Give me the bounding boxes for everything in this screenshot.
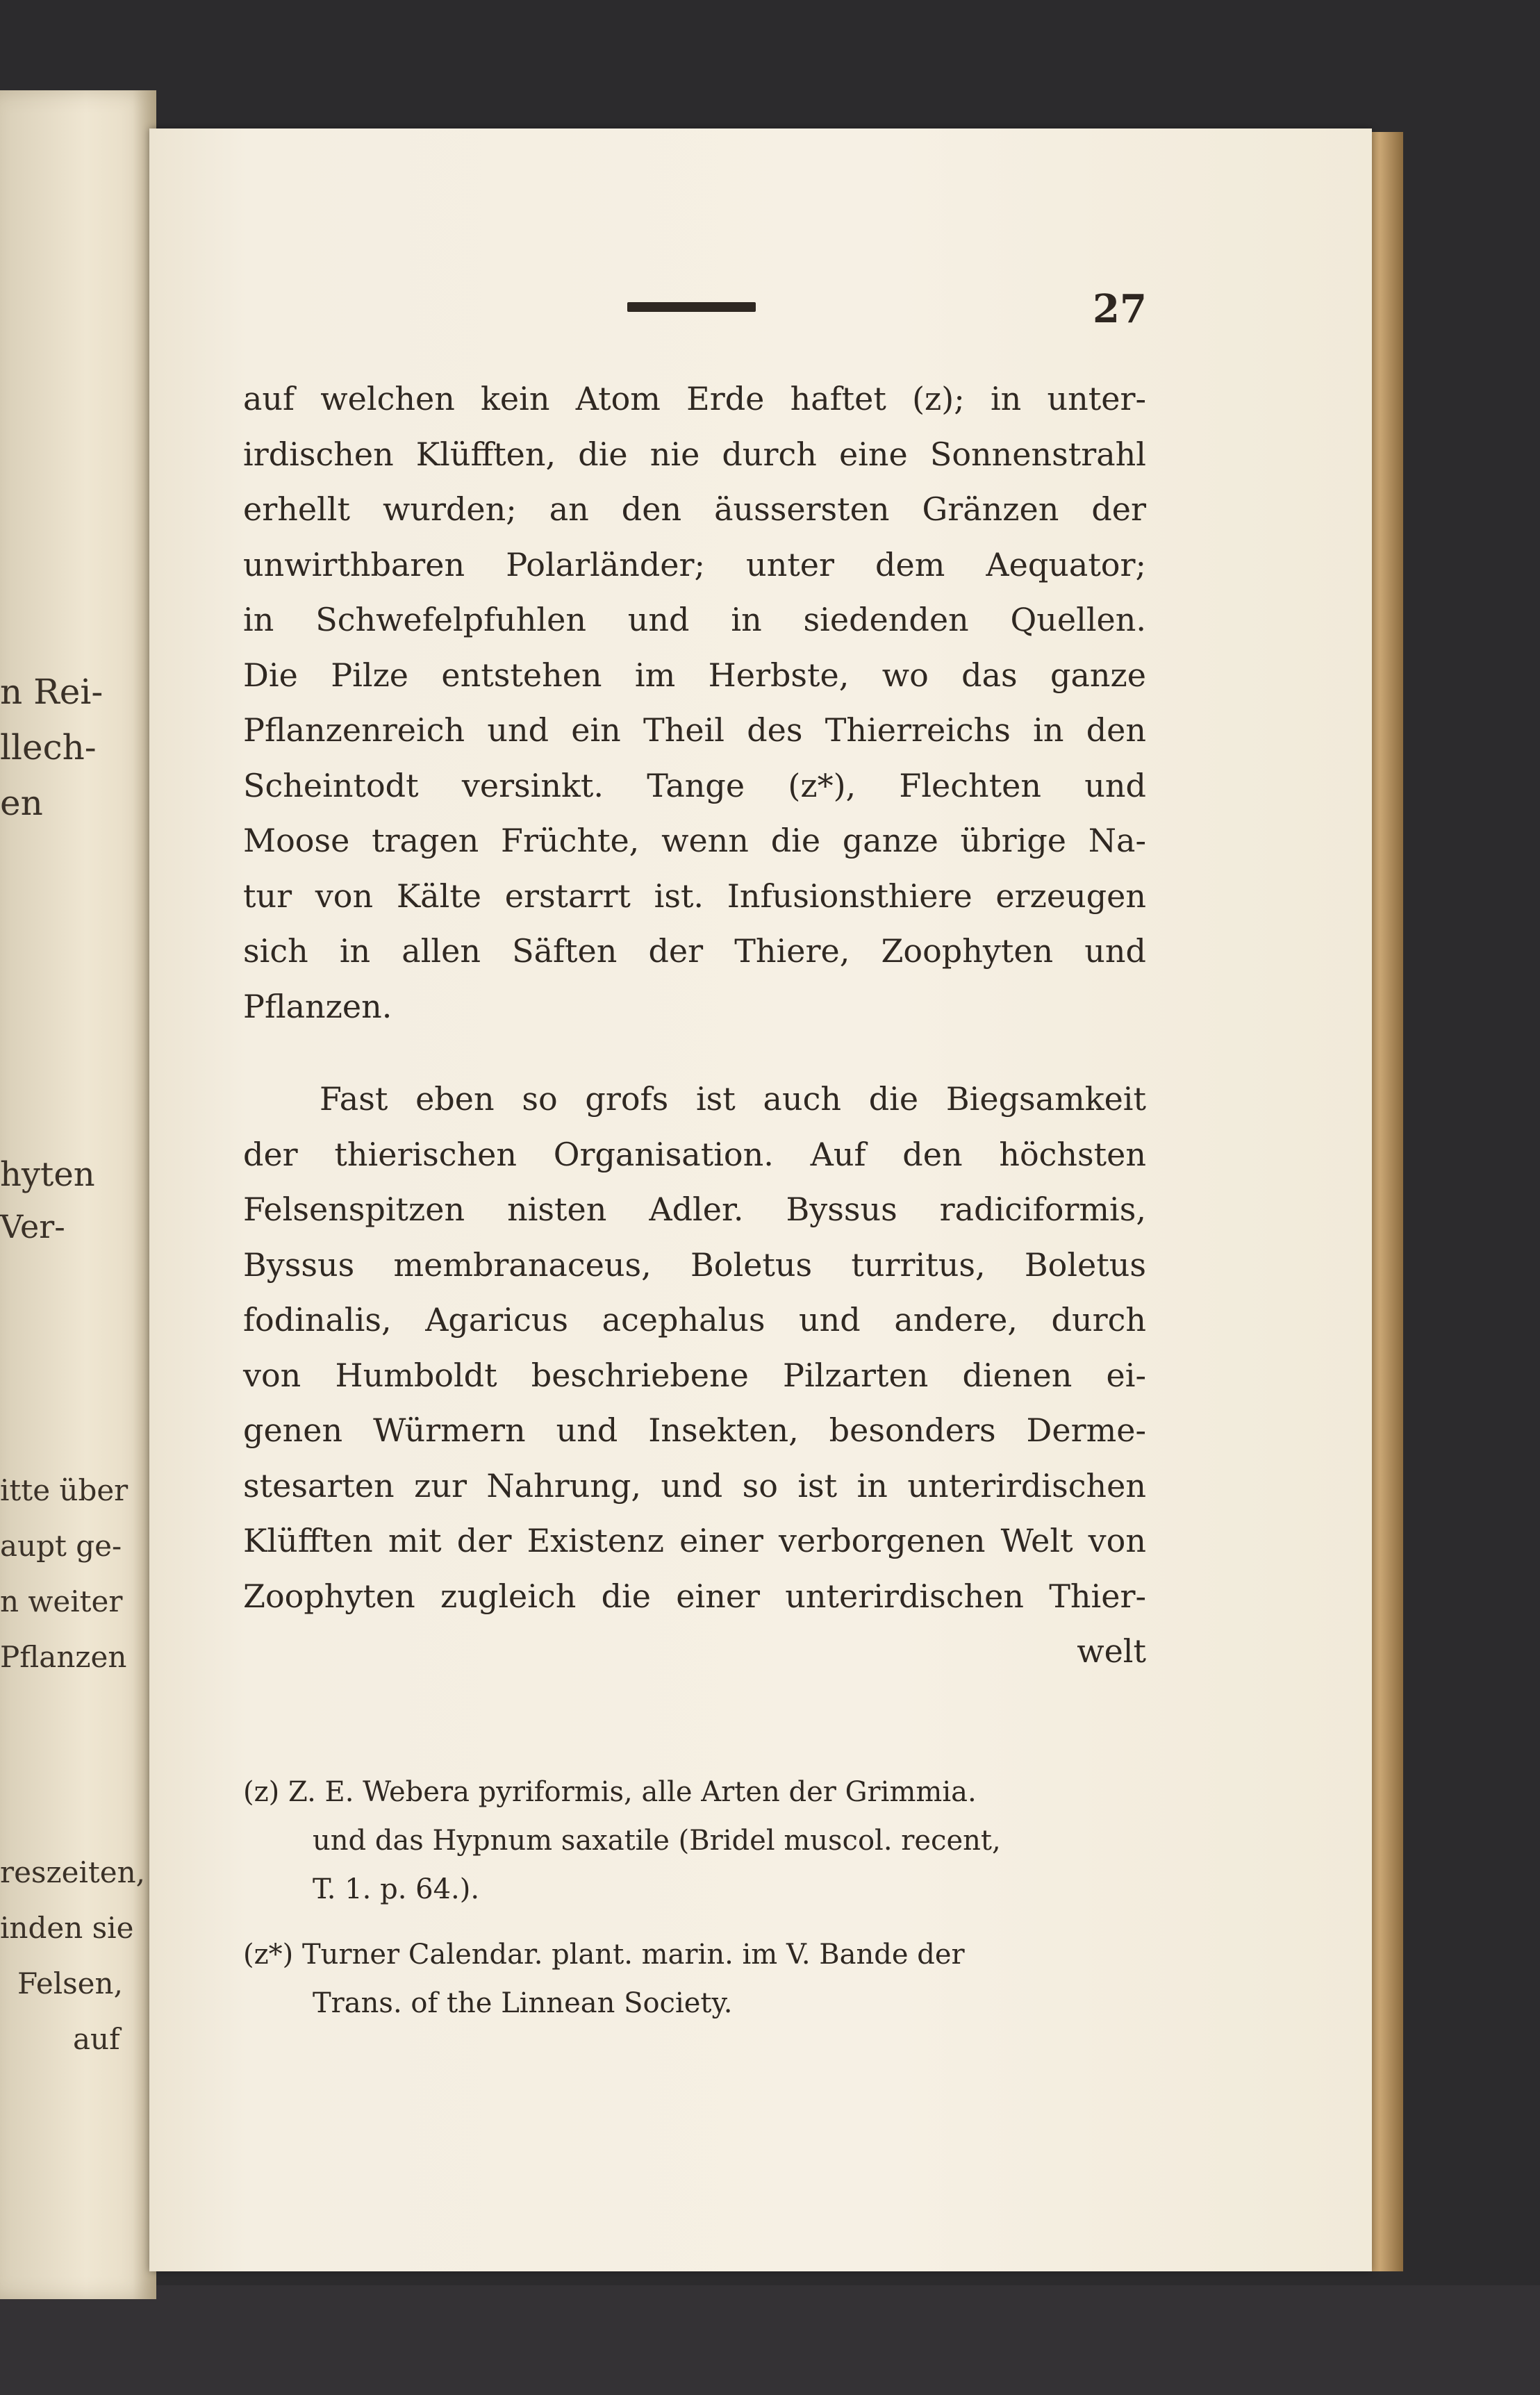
text-line: genen Würmern und Insekten, besonders Derme- (243, 1411, 1146, 1449)
left-fragment: aupt ge- (0, 1529, 122, 1563)
footnote-line: (z*) Turner Calendar. plant. marin. im V. Bande der (243, 1939, 965, 1971)
footnote-line: und das Hypnum saxatile (Bridel muscol. recent, (313, 1825, 1001, 1857)
text-line: Zoophyten zugleich die einer unterirdischen Thier- (243, 1577, 1146, 1615)
paragraph-gap (243, 1034, 1146, 1072)
left-fragment: n Rei- (0, 672, 104, 712)
left-fragment: Ver- (0, 1208, 65, 1245)
text-line: sich in allen Säften der Thiere, Zoophyten und (243, 932, 1146, 970)
page-number: 27 (1093, 286, 1147, 332)
text-line: der thierischen Organisation. Auf den höchsten (243, 1135, 1146, 1173)
text-line: auf welchen kein Atom Erde haftet (z); in unter- (243, 380, 1146, 417)
left-fragment: reszeiten, (0, 1855, 146, 1889)
left-fragment: Felsen, (17, 1966, 123, 2000)
header-rule (627, 302, 756, 312)
text-line: von Humboldt beschriebene Pilzarten dienen ei- (243, 1356, 1146, 1394)
left-fragment: hyten (0, 1155, 95, 1194)
text-line: Fast eben so grofs ist auch die Biegsamkeit (320, 1080, 1146, 1118)
left-fragment: llech- (0, 727, 97, 768)
text-line: Byssus membranaceus, Boletus turritus, Boletus (243, 1245, 1146, 1284)
text-line: Scheintodt versinkt. Tange (z*), Flechten und (243, 766, 1146, 804)
body-text (243, 372, 1146, 1680)
left-fragment: en (0, 783, 43, 823)
text-line: Pflanzen. (243, 987, 392, 1025)
footnote-line: T. 1. p. 64.). (313, 1873, 480, 1905)
text-line: in Schwefelpfuhlen und in siedenden Quellen. (243, 601, 1146, 638)
footnotes (243, 1768, 1146, 2028)
text-line: tur von Kälte erstarrt ist. Infusionsthiere erzeugen (243, 877, 1146, 915)
left-fragment: auf (73, 2022, 120, 2056)
left-fragment: itte über (0, 1473, 129, 1507)
left-fragment: Pflanzen (0, 1640, 127, 1674)
text-line: erhellt wurden; an den äussersten Gränzen der (243, 490, 1146, 528)
text-line: Felsenspitzen nisten Adler. Byssus radiciformis, (243, 1191, 1146, 1228)
catchword: welt (1077, 1632, 1146, 1670)
text-line: Die Pilze entstehen im Herbste, wo das ganze (243, 656, 1146, 694)
text-line: fodinalis, Agaricus acephalus und andere, durch (243, 1301, 1146, 1339)
footnote-line: (z) Z. E. Webera pyriformis, alle Arten der Grimmia. (243, 1776, 977, 1808)
left-fragment: n weiter (0, 1584, 123, 1618)
text-line: unwirthbaren Polarländer; unter dem Aequator; (243, 545, 1146, 583)
text-line: irdischen Klüfften, die nie durch eine Sonnenstrahl (243, 435, 1146, 473)
left-fragment: inden sie (0, 1911, 134, 1945)
footnote-gap (243, 1914, 1146, 1930)
footnote-line: Trans. of the Linnean Society. (313, 1987, 733, 2019)
text-line: Klüfften mit der Existenz einer verborgenen Welt von (243, 1522, 1146, 1559)
text-line: stesarten zur Nahrung, und so ist in unterirdischen (243, 1466, 1146, 1505)
text-line: Pflanzenreich und ein Theil des Thierreichs in den (243, 711, 1146, 749)
text-line: Moose tragen Früchte, wenn die ganze übrige Na- (243, 822, 1146, 859)
facing-left-page (0, 90, 156, 2299)
